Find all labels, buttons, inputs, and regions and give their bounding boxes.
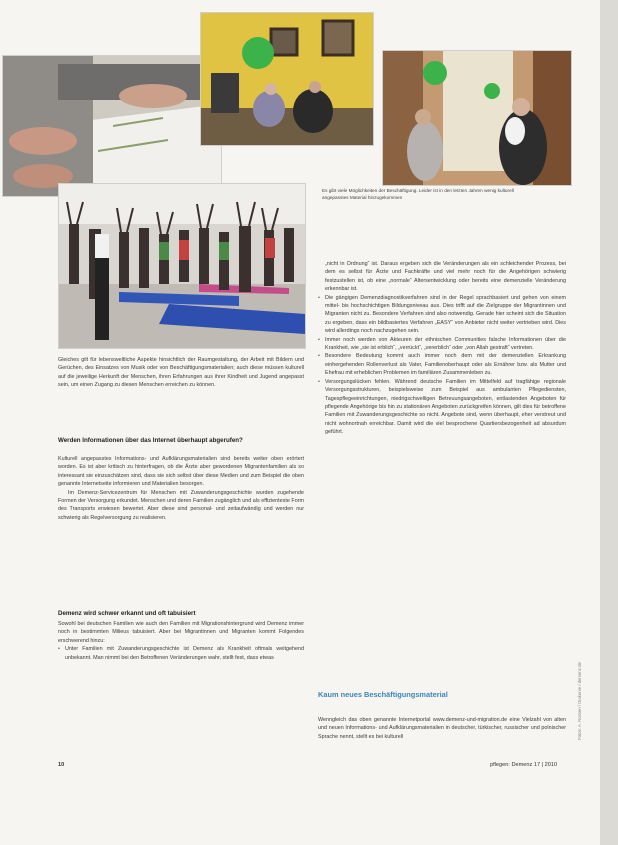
photo-hands-table [2,55,222,197]
material-paragraph: Wenngleich das oben genannte Internetportal www.demenz-und-migration.de eine Vielzahl von alten und neuen Informations- und Aufklärungsmaterialien in deutscher, türkischer, russischer und polnischer Sprache nennt, stellt es bei kulturell [318,717,566,740]
continued-paragraph: „nicht in Ordnung“ ist. Daraus ergeben sich die Veränderungen als ein schleichender Prozess, bei dem es selbst für Ärzte und Fachkräfte und viel mehr noch für die Angehörigen schwierig festzustellen ist, ob eine „normale“ Altersentwicklung oder bereits eine demenzielle Veränderung erkennbar ist. [325,261,566,293]
photo-credit: Fotos: A. Rossen / Diakonie / demenz.de [577,662,582,740]
right-column-bottom [318,716,566,741]
right-column-top [318,260,566,437]
left-column-tabu-text [58,620,304,662]
photo-woman-green-ball [382,50,572,186]
page-number: 10 [58,762,65,768]
magazine-footer: pflegen: Demenz 17 | 2010 [490,762,558,768]
intro-paragraph: Gleiches gilt für lebensweltliche Aspekte hinsichtlich der Raumgestaltung, der Arbeit mit Bildern und Gerüchen, des Einsatzes von Musik oder von Beschäftigungsmaterialien; auch diese müssen kulturell auf die jeweilige Herkunft der Menschen, ihren Erfahrungen aus ihrer Kindheit und Jugend angepasst sein, um einen Zugang zu diesen Menschen erreichen zu können. [58,357,304,389]
list-item: • Die gängigen Demenzdiagnostikverfahren sind in der Regel sprachbasiert und gehen von einem mittel- bis hochschichtigen Bildungsniveau aus. Dies trifft auf die Zielgruppe der Migrantinnen und Migranten nicht zu. Besondere Verfahren sind also notwendig. Gerade hier scheint sich die Situation zu ergeben, dass ein bildbasiertes Verfahren „EASY“ von Anbieter nicht weiter vertrieben wird. Dies wird allerdings noch nachzugehen sein. [318,294,566,336]
left-column-intro [58,356,304,390]
internet-paragraph-2: Im Demenz-Servicezentrum für Menschen mit Zuwanderungsgeschichte wurden zugehende Formen der Versorgung erkundet. Menschen und deren Familien zugänglich und als effizienteste Form des Transports erwiesen bewertet. Aber diese sind personal- und zeitaufwändig und werden nur schwierig als Regelversorgung zu realisieren. [58,489,304,521]
list-item: • Versorgungslücken fehlen. Während deutsche Familien im Mittelfeld auf tragfähige regionale Versorgungsstrukturen, beispielsweise zum Beispiel aus ambulanten Pflegediensten, Tagespflegeeinrichtungen, niedrigschwelligen Betreuungsangeboten, entlastenden Angeboten für pflegende Angehörige bis hin zu stationären Angeboten zurückgreifen können, gilt dies für betroffene Familien mit Zuwanderungsgeschichte so nicht. Angebote sind, wenn überhaupt, eher verstreut und nicht wohnortnah erreichbar. Damit wird die viel besprochene Quartiersbezogenheit ad absurdum geführt. [318,378,566,437]
photo-room-green-ball [200,12,374,146]
page-edge [600,0,618,845]
subheading-material: Kaum neues Beschäftigungsmaterial [318,690,448,699]
photo-caption: Es gibt viele Möglichkeiten der Beschäftigung. Leider ist in den letzten Jahren wenig kulturell angepasstes Material hinzugekommen [322,188,514,200]
list-item: • Besondere Bedeutung kommt auch immer noch dem mit der demenziellen Erkrankung einhergehenden Rollenverlust als Vater, Familienoberhaupt oder als Ernährer bzw. als Mutter und Ehefrau mit erheblichen Problemen im familiären Zusammenleben zu. [318,352,566,377]
right-bullet-list [318,294,566,437]
left-bullet-list [58,645,304,662]
internet-paragraph-1: Kulturell angepasstes Informations- und Aufklärungsmaterialien sind bereits weiter oben erörtert worden. Es ist aber kritisch zu hinterfragen, ob die Ärzte aber gewordenen Migrantenfamilien als so interessant sie einzuschätzen sind, dass sie sich selbst über diese Medien und zum Beispiel die oben genannte Internetseite informieren und Materialien besorgen. [58,456,304,488]
heading-tabu: Demenz wird schwer erkannt und oft tabuisiert [58,610,196,617]
photo-gym-group [58,183,306,349]
list-item: • Immer noch werden von Akteuren der ethnischen Communities falsche Informationen über die Krankheit, wie „sie ist erblich“, „verrückt“, „vererblich“ oder „von Allah gestraft“ vertreten. [318,336,566,353]
left-column-internet-text [58,455,304,522]
heading-internet: Werden Informationen über das Internet überhaupt abgerufen? [58,437,243,444]
list-item: • Unter Familien mit Zuwanderungsgeschichte ist Demenz als Krankheit oftmals weitgehend unbekannt. Man nimmt bei den Betroffenen Veränderungen wahr, stellt fest, dass etwas [58,645,304,662]
tabu-paragraph: Sowohl bei deutschen Familien wie auch den Familien mit Migrationshintergrund wird Demenz immer noch in bestimmten Milieus tabuisiert. Aber bei Migrantinnen und Migranten kommt Folgendes erschwerend hinzu: [58,621,304,644]
